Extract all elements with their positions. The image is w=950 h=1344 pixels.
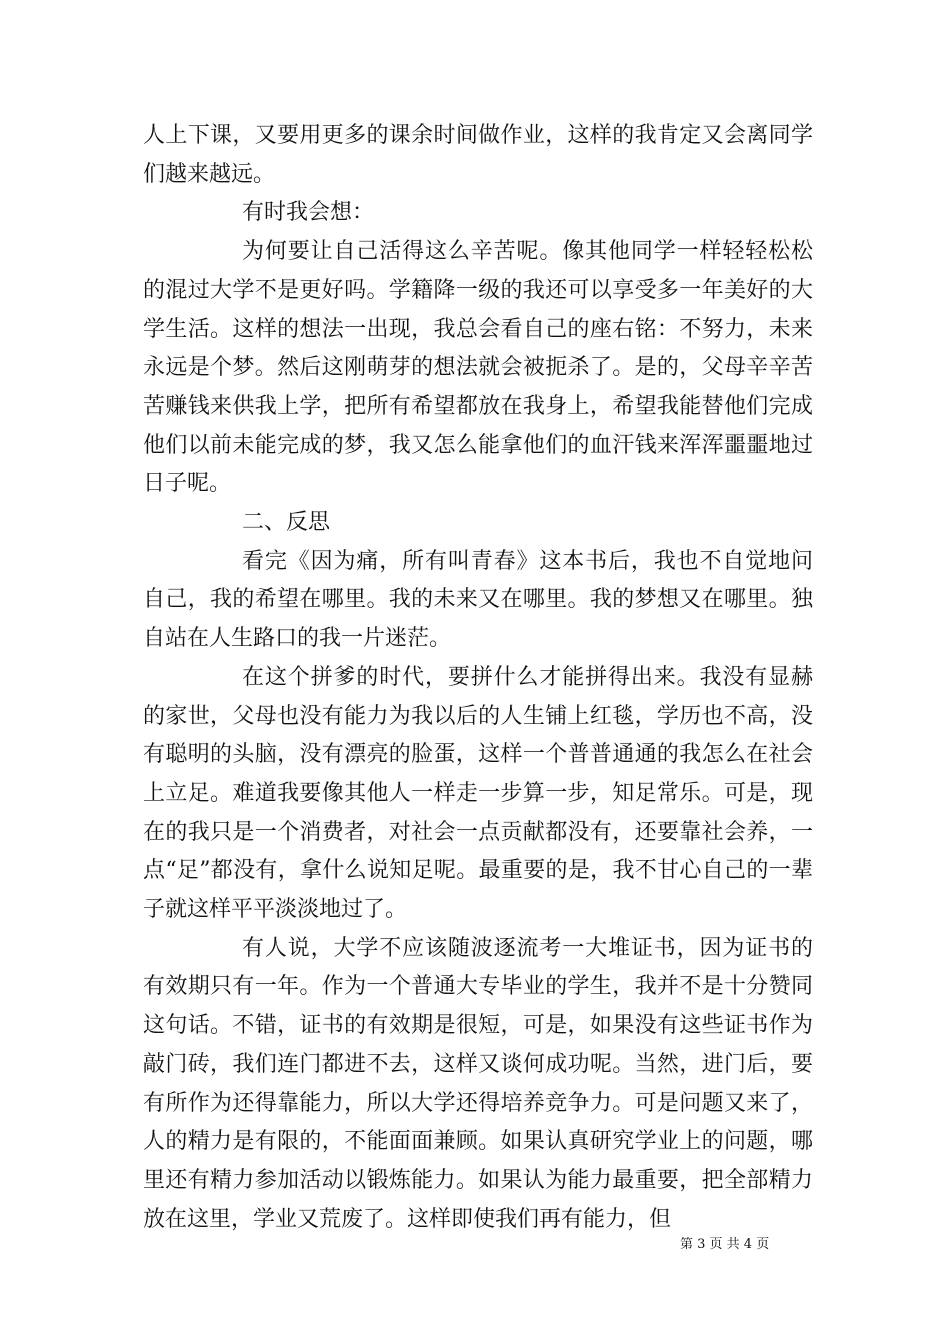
- paragraph-sometimes-i-think: 有时我会想：: [242, 200, 375, 226]
- body-text: [143, 117, 813, 1239]
- paragraph-after-reading: 看完《因为痛，所有叫青春》这本书后，我也不自觉地问自己，我的希望在哪里。我的未来又在哪里。我的梦想又在哪里。独自站在人生路口的我一片迷茫。: [143, 548, 813, 652]
- page-number-footer: 第 3 页 共 4 页: [680, 1237, 770, 1252]
- section-heading-reflection: 二、反思: [242, 510, 331, 536]
- paragraph-continued: 人上下课，又要用更多的课余时间做作业，这样的我肯定又会离同学们越来越远。: [143, 123, 813, 187]
- paragraph-certificates: 有人说，大学不应该随波逐流考一大堆证书，因为证书的有效期只有一年。作为一个普通大专毕业的学生，我并不是十分赞同这句话。不错，证书的有效期是很短，可是，如果没有这些证书作为敲门砖，我们连门都进不去，这样又谈何成功呢。当然，进门后，要有所作为还得靠能力，所以大学还得培养竞争力。可是问题又来了，人的精力是有限的，不能面面兼顾。如果认真研究学业上的问题，哪里还有精力参加活动以锻炼能力。如果认为能力最重要，把全部精力放在这里，学业又荒废了。这样即使我们再有能力，但: [143, 935, 813, 1232]
- paragraph-era: 在这个拼爹的时代，要拼什么才能拼得出来。我没有显赫的家世，父母也没有能力为我以后的人生铺上红毯，学历也不高，没有聪明的头脑，没有漂亮的脸蛋，这样一个普普通通的我怎么在社会上立足。难道我要像其他人一样走一步算一步，知足常乐。可是，现在的我只是一个消费者，对社会一点贡献都没有，还要靠社会养，一点“足”都没有，拿什么说知足呢。最重要的是，我不甘心自己的一辈子就这样平平淡淡地过了。: [143, 664, 813, 923]
- paragraph-why-so-hard: 为何要让自己活得这么辛苦呢。像其他同学一样轻轻松松的混过大学不是更好吗。学籍降一级的我还可以享受多一年美好的大学生活。这样的想法一出现，我总会看自己的座右铭：不努力，未来永远是个梦。然后这刚萌芽的想法就会被扼杀了。是的，父母辛辛苦苦赚钱来供我上学，把所有希望都放在我身上，希望我能替他们完成他们以前未能完成的梦，我又怎么能拿他们的血汗钱来浑浑噩噩地过日子呢。: [143, 239, 813, 497]
